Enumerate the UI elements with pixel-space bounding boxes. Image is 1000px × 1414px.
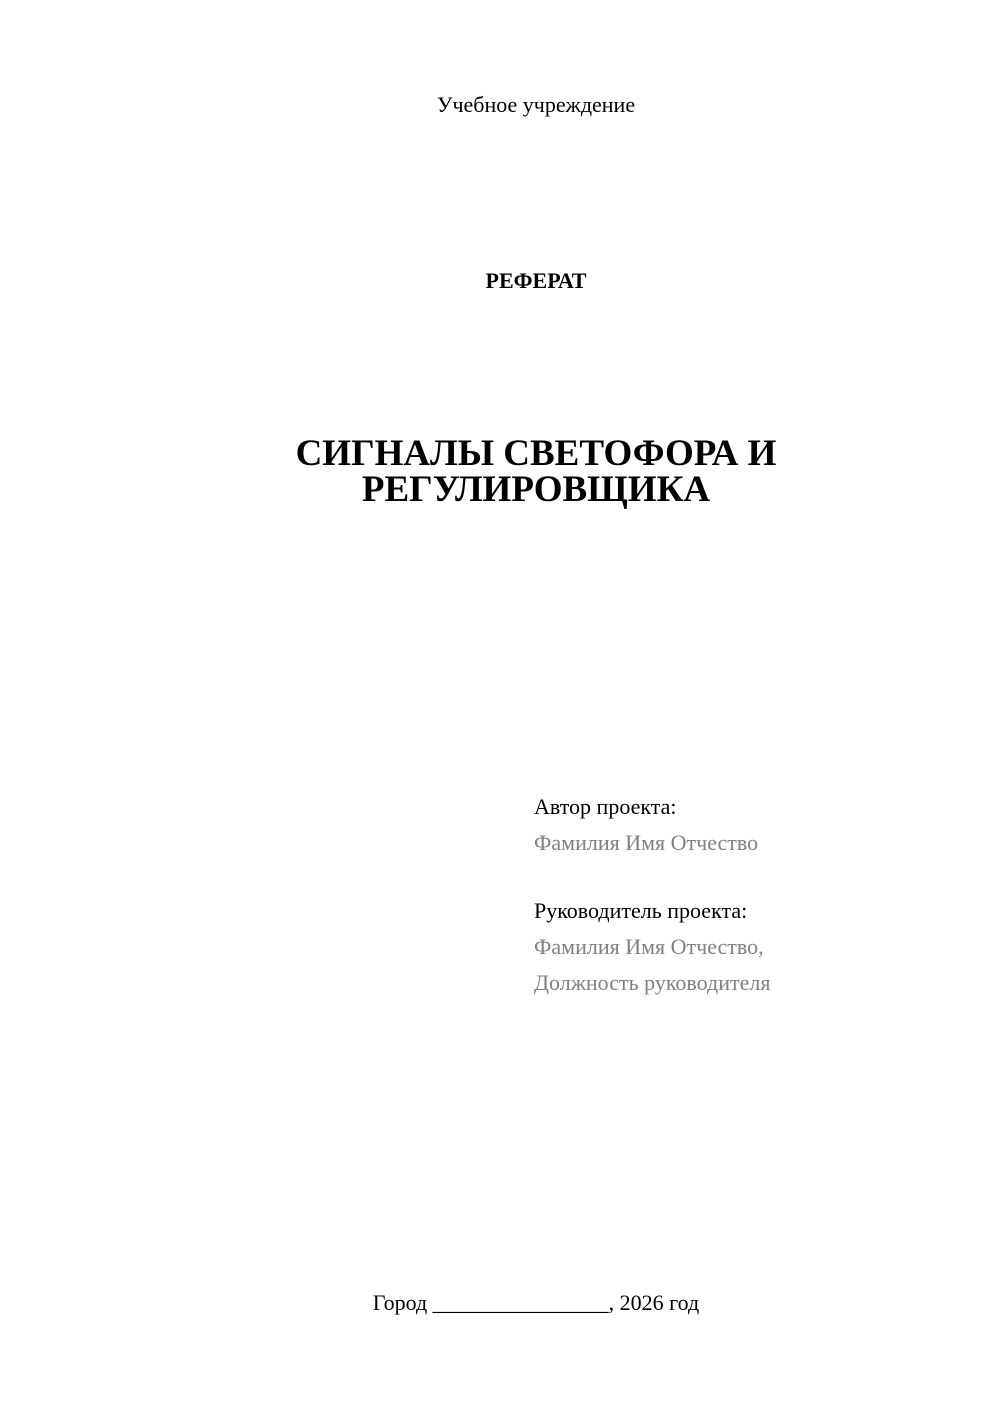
author-label: Автор проекта: (534, 794, 677, 819)
institution-name: Учебное учреждение (436, 92, 636, 117)
document-title (0, 433, 1000, 510)
supervisor-name: Фамилия Имя Отчество, (534, 934, 764, 959)
section-spacer (534, 861, 974, 893)
author-name: Фамилия Имя Отчество (534, 830, 759, 855)
document-title-line-1: СИГНАЛЫ СВЕТОФОРА И (295, 433, 777, 474)
supervisor-label: Руководитель проекта: (534, 898, 748, 923)
project-info (534, 789, 974, 1001)
document-title-line-2: РЕГУЛИРОВЩИКА (361, 469, 711, 510)
document-type: РЕФЕРАТ (485, 268, 587, 293)
supervisor-position: Должность руководителя (534, 970, 771, 995)
city-year-line: Город ________________, 2026 год (372, 1290, 700, 1315)
